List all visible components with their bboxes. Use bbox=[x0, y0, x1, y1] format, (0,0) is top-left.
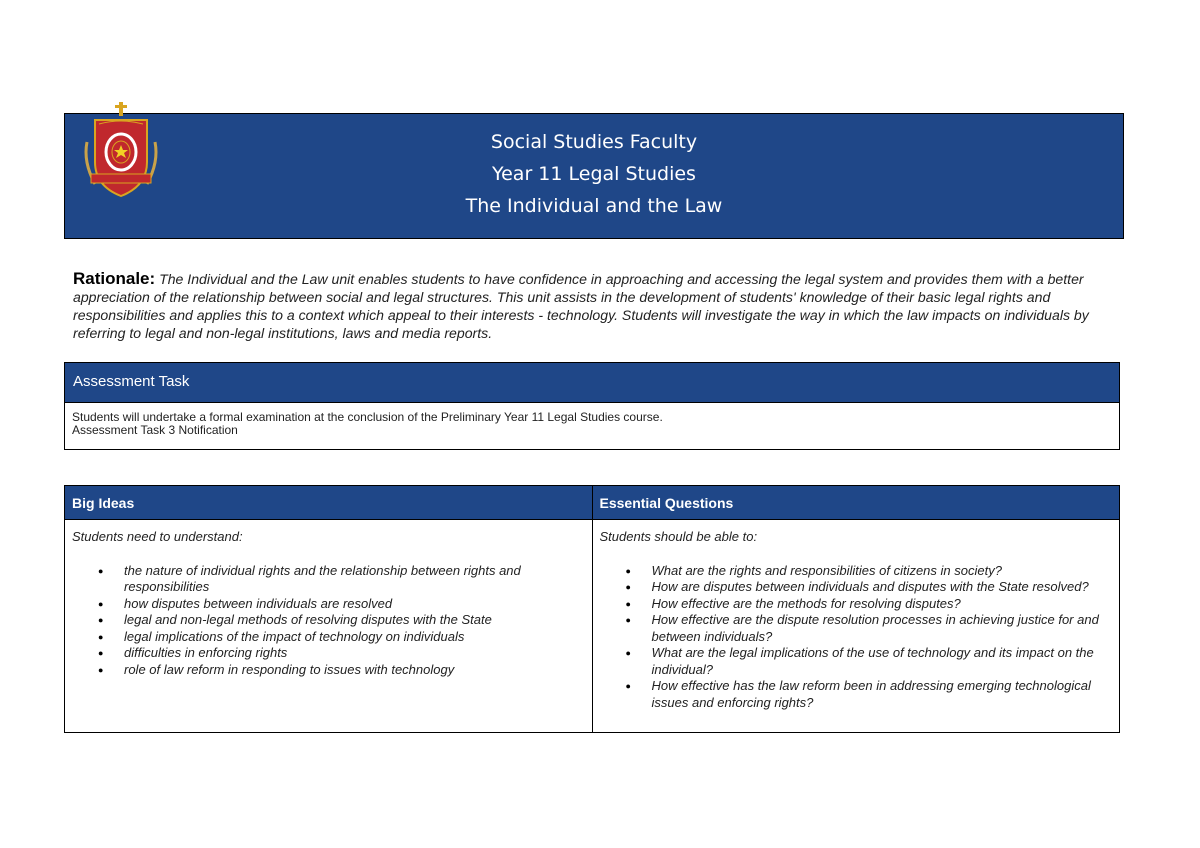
unit-title: The Individual and the Law bbox=[465, 195, 723, 217]
list-item: ● the nature of individual rights and the relationship between rights and responsibilities bbox=[72, 563, 584, 596]
big-ideas-body bbox=[65, 520, 592, 678]
list-item: ● legal and non-legal methods of resolving disputes with the State bbox=[72, 612, 584, 629]
rationale-label: Rationale: bbox=[73, 269, 156, 288]
faculty-title: Social Studies Faculty bbox=[490, 131, 698, 153]
assessment-notification: Assessment Task 3 Notification bbox=[72, 423, 238, 437]
ideas-questions-table bbox=[64, 485, 1120, 733]
list-item: ● role of law reform in responding to issues with technology bbox=[72, 662, 584, 679]
list-item: ● difficulties in enforcing rights bbox=[72, 645, 584, 662]
assessment-task-heading: Assessment Task bbox=[65, 363, 1119, 403]
rationale-text: The Individual and the Law unit enables students to have confidence in approaching and accessing the legal system and provides them with a better appreciation of the relationship between social and legal structures. This unit assists in the development of students' knowledge of their basic legal rights and responsibilities and applies this to a context which appeal to their interests - technology. Students will investigate the way in which the law impacts on individuals by referring to legal and non-legal institutions, laws and media reports. bbox=[73, 271, 1089, 341]
list-item: ● How effective has the law reform been in addressing emerging technological issues and enforcing rights? bbox=[600, 678, 1112, 711]
assessment-task-box bbox=[64, 362, 1120, 450]
list-item: ● What are the legal implications of the use of technology and its impact on the individual? bbox=[600, 645, 1112, 678]
list-item: ● legal implications of the impact of technology on individuals bbox=[72, 629, 584, 646]
list-item: ● What are the rights and responsibilities of citizens in society? bbox=[600, 563, 1112, 580]
assessment-description: Students will undertake a formal examination at the conclusion of the Preliminary Year 11 Legal Studies course. bbox=[72, 410, 663, 424]
big-ideas-intro: Students need to understand: bbox=[72, 529, 243, 544]
list-item: ● how disputes between individuals are resolved bbox=[72, 596, 584, 613]
banner-titles bbox=[65, 126, 1123, 222]
essential-questions-list bbox=[600, 563, 1112, 712]
big-ideas-list bbox=[72, 563, 584, 679]
essential-questions-column bbox=[593, 486, 1120, 732]
course-title: Year 11 Legal Studies bbox=[492, 163, 696, 185]
essential-questions-heading: Essential Questions bbox=[593, 486, 1120, 520]
essential-questions-intro: Students should be able to: bbox=[599, 529, 758, 544]
big-ideas-column bbox=[65, 486, 593, 732]
rationale-paragraph bbox=[73, 270, 1123, 342]
list-item: ● How are disputes between individuals and disputes with the State resolved? bbox=[600, 579, 1112, 596]
essential-questions-body bbox=[593, 520, 1120, 711]
assessment-task-body bbox=[65, 403, 1119, 437]
header-banner bbox=[64, 113, 1124, 239]
big-ideas-heading: Big Ideas bbox=[65, 486, 592, 520]
list-item: ● How effective are the dispute resolution processes in achieving justice for and between individuals? bbox=[600, 612, 1112, 645]
list-item: ● How effective are the methods for resolving disputes? bbox=[600, 596, 1112, 613]
